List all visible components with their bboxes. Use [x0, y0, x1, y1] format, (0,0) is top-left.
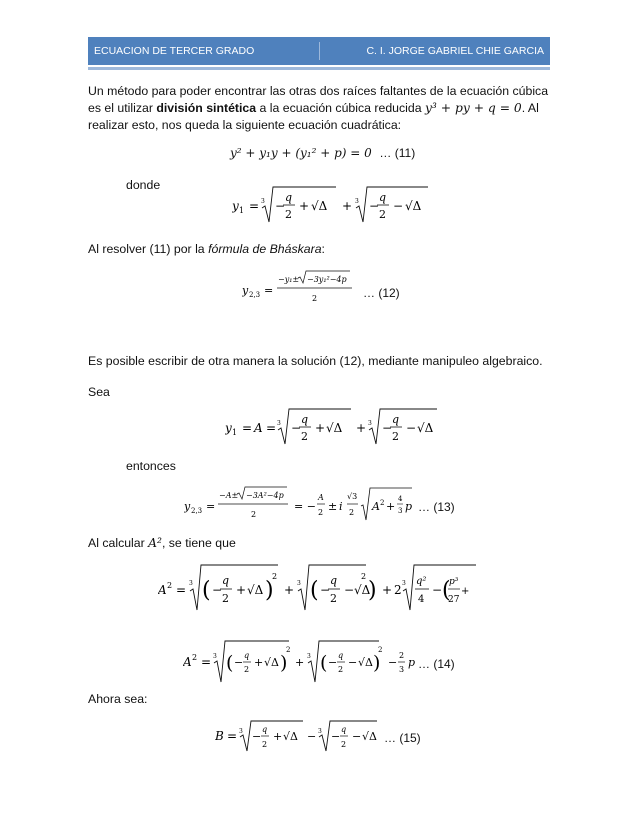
svg-text:3: 3	[189, 580, 193, 587]
svg-text:q: q	[379, 191, 387, 204]
svg-text:3: 3	[213, 653, 217, 660]
svg-text:−: −	[432, 583, 443, 597]
reduced-cubic-inline: y³ + py + q = 0	[424, 101, 522, 115]
svg-text:−y₁±: −y₁±	[278, 275, 300, 284]
svg-text:+: +	[254, 656, 264, 669]
svg-text:=: =	[227, 729, 238, 743]
svg-text:−: −	[275, 199, 286, 213]
svg-text:q: q	[301, 413, 309, 426]
svg-text:2: 2	[380, 499, 385, 507]
svg-text:q: q	[244, 651, 250, 660]
svg-text:−: −	[393, 199, 404, 213]
svg-text:2: 2	[379, 208, 386, 221]
svg-text:−: −	[320, 583, 331, 597]
svg-text:√Δ: √Δ	[283, 730, 298, 743]
svg-text:A: A	[372, 500, 380, 513]
intro-line-2: es el utilizar división sintética a la ecuación cúbica reducida y³ + py + q = 0. Al	[88, 101, 539, 115]
svg-text:=: =	[264, 284, 274, 297]
svg-text:−: −	[382, 421, 393, 435]
svg-text:√Δ: √Δ	[264, 656, 279, 669]
svg-text:27: 27	[448, 595, 460, 605]
svg-text:2: 2	[285, 208, 292, 221]
svg-text:2: 2	[399, 651, 405, 660]
page-header	[88, 37, 550, 65]
svg-text:q: q	[222, 574, 230, 587]
equation-12-ref: … (12)	[363, 286, 400, 300]
svg-text:p: p	[405, 500, 413, 513]
svg-text:2: 2	[392, 430, 399, 443]
svg-text:−: −	[252, 730, 262, 743]
svg-text:2: 2	[394, 583, 402, 597]
svg-text:=: =	[249, 199, 260, 213]
equation-14-ref: … (14)	[418, 657, 455, 671]
svg-text:+: +	[273, 730, 283, 743]
header-underline	[88, 67, 550, 70]
intro-paragraph	[88, 83, 558, 134]
svg-text:(: (	[320, 652, 328, 674]
svg-text:B: B	[215, 729, 224, 743]
equation-15-ref: … (15)	[384, 731, 421, 745]
svg-text:2: 2	[338, 665, 344, 674]
svg-text:√Δ: √Δ	[362, 730, 377, 743]
intro-line-1: Un método para poder encontrar las otras dos raíces faltantes de la ecuación cúbica	[88, 84, 549, 98]
svg-text:3: 3	[239, 728, 243, 735]
svg-text:q: q	[341, 725, 347, 734]
svg-text:2: 2	[349, 508, 355, 517]
svg-text:2: 2	[244, 665, 250, 674]
svg-text:√Δ: √Δ	[326, 421, 343, 435]
svg-text:2: 2	[272, 572, 278, 581]
svg-text:2: 2	[167, 581, 173, 590]
svg-text:q: q	[338, 651, 344, 660]
equation-11: y² + y₁y + (y₁² + p) = 0 … (11)	[230, 146, 416, 160]
svg-text:2: 2	[330, 592, 337, 605]
svg-text:−: −	[369, 199, 380, 213]
svg-text:i: i	[339, 500, 343, 513]
svg-text:√3: √3	[347, 492, 358, 501]
svg-text:−: −	[406, 421, 417, 435]
svg-text:−3A²−4p: −3A²−4p	[246, 491, 284, 500]
svg-text:2,3: 2,3	[249, 291, 261, 299]
svg-text:√Δ: √Δ	[354, 583, 371, 597]
svg-text:3: 3	[355, 198, 359, 205]
equation-11-ref: … (11)	[379, 146, 416, 160]
svg-text:3: 3	[297, 580, 301, 587]
equation-13	[184, 484, 414, 526]
svg-text:−: −	[344, 583, 355, 597]
svg-text:=: =	[266, 421, 277, 435]
intro-bold-term: división sintética	[156, 101, 257, 115]
equation-y1	[232, 184, 432, 226]
svg-text:±: ±	[328, 500, 338, 513]
svg-text:√Δ: √Δ	[247, 583, 264, 597]
intro-line-3: realizar esto, nos queda la siguiente ecuación cuadrática:	[88, 118, 402, 132]
svg-text:3: 3	[398, 507, 403, 515]
svg-text:−: −	[212, 583, 223, 597]
svg-text:p³: p³	[449, 577, 459, 587]
svg-text:1: 1	[232, 428, 238, 437]
svg-text:√Δ: √Δ	[358, 656, 373, 669]
svg-text:=: =	[176, 583, 187, 597]
svg-text:+: +	[315, 421, 326, 435]
svg-text:y: y	[242, 284, 249, 297]
svg-text:): )	[373, 652, 381, 674]
al-calcular-line: Al calcular A², se tiene que	[88, 536, 236, 550]
svg-text:3: 3	[318, 728, 322, 735]
svg-text:−: −	[388, 656, 398, 669]
al-resolver-line: Al resolver (11) por la fórmula de Bháskara:	[88, 242, 325, 256]
equation-A-squared	[158, 562, 478, 614]
svg-text:3: 3	[261, 198, 265, 205]
svg-text:−: −	[331, 730, 341, 743]
svg-text:=: =	[242, 421, 253, 435]
svg-text:2: 2	[361, 572, 367, 581]
equation-15	[215, 718, 380, 754]
svg-text:2: 2	[192, 653, 198, 662]
equation-12	[242, 268, 357, 308]
svg-text:√Δ: √Δ	[405, 199, 422, 213]
svg-text:2: 2	[378, 646, 383, 654]
svg-text:2,3: 2,3	[191, 507, 203, 515]
entonces-label: entonces	[126, 459, 176, 473]
svg-text:q: q	[285, 191, 293, 204]
header-separator	[319, 42, 320, 60]
header-author: C. I. JORGE GABRIEL CHIE GARCIA	[366, 45, 544, 57]
svg-text:q: q	[330, 574, 338, 587]
svg-text:2: 2	[312, 294, 318, 303]
svg-text:+: +	[295, 656, 305, 669]
svg-text:−: −	[352, 730, 362, 743]
sea-label: Sea	[88, 385, 110, 399]
svg-text:(: (	[226, 652, 234, 674]
svg-text:2: 2	[341, 740, 347, 749]
svg-text:A: A	[158, 583, 167, 597]
svg-text:−: −	[291, 421, 302, 435]
svg-text:2: 2	[222, 592, 229, 605]
svg-text:+: +	[236, 583, 247, 597]
equation-y1-A	[225, 406, 440, 448]
ahora-sea-label: Ahora sea:	[88, 692, 148, 706]
svg-text:2: 2	[301, 430, 308, 443]
svg-text:3: 3	[307, 653, 311, 660]
svg-text:−: −	[234, 656, 244, 669]
svg-text:√Δ: √Δ	[417, 421, 434, 435]
svg-text:+: +	[461, 586, 470, 597]
svg-text:): )	[368, 578, 377, 603]
svg-text:3: 3	[277, 420, 281, 427]
svg-text:y: y	[232, 199, 239, 213]
svg-text:4: 4	[398, 495, 403, 503]
header-title: ECUACION DE TERCER GRADO	[94, 45, 255, 57]
svg-text:(: (	[442, 578, 451, 603]
svg-text:q: q	[262, 725, 268, 734]
svg-text:2: 2	[262, 740, 268, 749]
svg-text:−: −	[348, 656, 358, 669]
svg-text:A: A	[183, 655, 192, 669]
svg-text:2: 2	[286, 646, 291, 654]
svg-text:A: A	[318, 493, 324, 502]
svg-text:1: 1	[239, 206, 245, 215]
svg-text:A: A	[254, 421, 263, 435]
svg-text:q: q	[392, 413, 400, 426]
svg-text:(: (	[202, 578, 211, 603]
svg-text:+: +	[342, 199, 353, 213]
equation-14	[183, 638, 423, 686]
svg-text:2: 2	[318, 508, 324, 517]
svg-text:3: 3	[399, 665, 405, 674]
svg-text:−: −	[328, 656, 338, 669]
equation-13-ref: … (13)	[418, 500, 455, 514]
svg-text:(: (	[310, 578, 319, 603]
svg-text:+: +	[299, 199, 310, 213]
svg-text:= −: = −	[294, 500, 316, 513]
svg-text:y: y	[225, 421, 232, 435]
svg-text:−A±: −A±	[219, 491, 239, 500]
svg-text:3: 3	[368, 420, 372, 427]
svg-text:+: +	[382, 583, 393, 597]
svg-text:3: 3	[402, 580, 406, 587]
svg-text:2: 2	[251, 510, 257, 519]
svg-text:q²: q²	[416, 576, 427, 587]
svg-text:√Δ: √Δ	[311, 199, 328, 213]
svg-text:−: −	[307, 730, 317, 743]
svg-text:y: y	[184, 500, 191, 513]
svg-text:p: p	[408, 656, 416, 669]
svg-text:): )	[280, 652, 288, 674]
svg-text:4: 4	[418, 594, 425, 605]
svg-text:+: +	[356, 421, 367, 435]
paragraph-2: Es posible escribir de otra manera la solución (12), mediante manipuleo algebraico.	[88, 354, 543, 368]
svg-text:): )	[265, 578, 274, 603]
svg-text:−3y₁²−4p: −3y₁²−4p	[307, 275, 347, 284]
donde-label: donde	[126, 178, 161, 192]
svg-text:+: +	[386, 500, 396, 513]
svg-text:=: =	[206, 500, 216, 513]
svg-text:=: =	[201, 655, 212, 669]
svg-text:+: +	[284, 583, 295, 597]
